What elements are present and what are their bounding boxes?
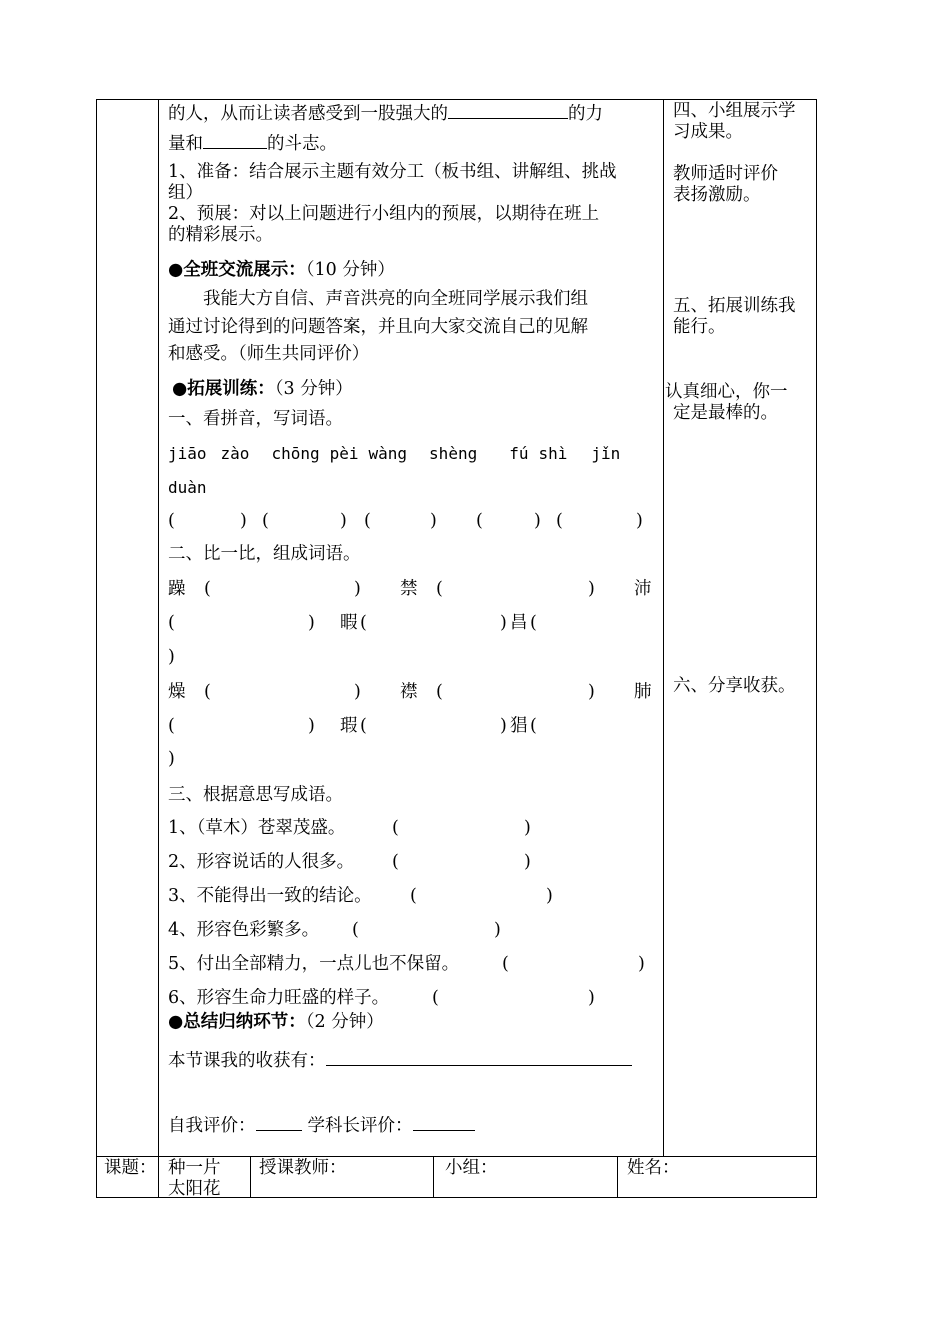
section-class-exchange: ●全班交流展示：（10 分钟） — [168, 260, 395, 280]
table-border-right — [816, 99, 817, 1198]
preview-line-1: 2、预展：对以上问题进行小组内的预展，以期待在班上 — [168, 204, 600, 224]
leader-eval-blank[interactable] — [413, 1112, 475, 1131]
footer-teacher-label: 授课教师： — [259, 1158, 347, 1178]
prep-line-1: 1、准备：结合展示主题有效分工（板书组、讲解组、挑战 — [168, 162, 617, 182]
compare-row-3: ) — [168, 647, 175, 667]
task-2-heading: 二、比一比，组成词语。 — [168, 544, 361, 564]
evaluation-line: 自我评价： 学科长评价： — [168, 1112, 475, 1137]
side-step-6: 六、分享收获。 — [673, 676, 796, 696]
exchange-line-3: 和感受。（师生共同评价） — [168, 344, 370, 364]
idiom-item-2[interactable]: 2、形容说话的人很多。 ( ) — [168, 852, 531, 872]
side-step-4-line-2: 习成果。 — [673, 122, 743, 142]
footer-topic-label: 课题： — [104, 1158, 157, 1178]
harvest-answer-blank[interactable] — [326, 1047, 632, 1066]
compare-row-4[interactable]: 燥 ( ) 襟 ( ) 肺 — [168, 682, 652, 702]
prep-line-2: 组） — [168, 183, 203, 203]
idiom-item-6[interactable]: 6、形容生命力旺盛的样子。 ( ) — [168, 988, 595, 1008]
side-step-5-line-2: 能行。 — [673, 317, 726, 337]
self-eval-blank[interactable] — [256, 1112, 302, 1131]
side-step-5-line-1: 五、拓展训练我 — [673, 296, 796, 316]
blank-strength[interactable] — [448, 100, 568, 119]
footer-name-label: 姓名： — [627, 1158, 680, 1178]
column-divider-1 — [158, 99, 159, 1198]
section-extension-training: ●拓展训练：（3 分钟） — [172, 379, 353, 399]
footer-divider-teacher — [250, 1156, 251, 1198]
task-3-heading: 三、根据意思写成语。 — [168, 785, 343, 805]
idiom-item-3[interactable]: 3、不能得出一致的结论。 ( ) — [168, 886, 553, 906]
compare-row-1[interactable]: 躁 ( ) 禁 ( ) 沛 — [168, 579, 652, 599]
footer-topic-value-1: 种一片 — [168, 1158, 221, 1178]
side-eval-line-1: 教师适时评价 — [673, 164, 778, 184]
worksheet-page: 的人，从而让读者感受到一股强大的 的力 量和 的斗志。 1、准备：结合展示主题有效分工（板书组、讲解组、挑战 组） 2、预展：对以上问题进行小组内的预展，以期待在班上 的精彩展示。 ●全班交流展示：（10 分钟） 我能大方自信、声音洪亮的向全班同学展示我们组 通过讨论得到的问题答案，并且向大家交流自己的见解 和感受。（师生共同评价） ●拓展训练：（3 分钟） 一、看拼音，写词语。 jiāo zào chōng pèi wàng shèng fú shì jǐn duàn ( ) ( ) ( ) ( ) ( ) 二、比一比，组成词语。 躁 ( ) 禁 ( ) 沛 ( ) 暇 ( ) 昌 ( ) 燥 ( ) 襟 ( ) 肺 ( ) 瑕 ( ) 猖 ( ) 三、根据意思写成语。 1、（草木）苍翠茂盛。 ( ) 2、形容说话的人很多。 ( ) 3、不能得出一致的结论。 ( ) 4、形容色彩繁多。 ( ) 5、付出全部精力，一点儿也不保留。 ( ) 6、形容生命力旺盛的样子。 ( ) ●总结归纳环节：（2 分钟） 本节课我的收获有： 自我评价： 学科长评价： 四、小组展示学 习成果。 教师适时评价 表扬激励。 五、拓展训练我 能行。 认真细心，你一 定是最棒的。 六、分享收获。 课题： 种一片 太阳花 授课教师： 小组： 姓名： — [0, 0, 950, 1317]
compare-row-2[interactable]: ( ) 暇 ( ) 昌 ( — [168, 613, 537, 633]
side-encourage-line-2: 定是最棒的。 — [673, 403, 778, 423]
compare-row-6: ) — [168, 749, 175, 769]
column-divider-2 — [663, 99, 664, 1156]
exchange-line-1: 我能大方自信、声音洪亮的向全班同学展示我们组 — [168, 289, 588, 309]
pinyin-row: jiāo zào chōng pèi wàng shèng fú shì jǐn — [168, 444, 621, 463]
idiom-item-4[interactable]: 4、形容色彩繁多。 ( ) — [168, 920, 501, 940]
harvest-line: 本节课我的收获有： — [168, 1047, 632, 1072]
compare-row-5[interactable]: ( ) 瑕 ( ) 猖 ( — [168, 716, 537, 736]
idiom-item-1[interactable]: 1、（草木）苍翠茂盛。 ( ) — [168, 818, 531, 838]
side-step-4-line-1: 四、小组展示学 — [673, 101, 796, 121]
exchange-line-2: 通过讨论得到的问题答案，并且向大家交流自己的见解 — [168, 317, 588, 337]
footer-divider-name — [617, 1156, 618, 1198]
preview-line-2: 的精彩展示。 — [168, 225, 273, 245]
idiom-item-5[interactable]: 5、付出全部精力，一点儿也不保留。 ( ) — [168, 954, 645, 974]
section-summary: ●总结归纳环节：（2 分钟） — [168, 1012, 384, 1032]
footer-topic-value-2: 太阳花 — [168, 1179, 221, 1199]
blank-will[interactable] — [203, 130, 267, 149]
table-border-left — [96, 99, 97, 1198]
footer-divider-group — [433, 1156, 434, 1198]
task-1-heading: 一、看拼音，写词语。 — [168, 409, 343, 429]
intro-line-2: 量和 的斗志。 — [168, 130, 337, 155]
intro-line-1: 的人，从而让读者感受到一股强大的 的力 — [168, 100, 603, 125]
side-eval-line-2: 表扬激励。 — [673, 185, 761, 205]
side-encourage-line-1: 认真细心，你一 — [665, 382, 788, 402]
footer-group-label: 小组： — [445, 1158, 498, 1178]
pinyin-row-wrap: duàn — [168, 478, 207, 497]
